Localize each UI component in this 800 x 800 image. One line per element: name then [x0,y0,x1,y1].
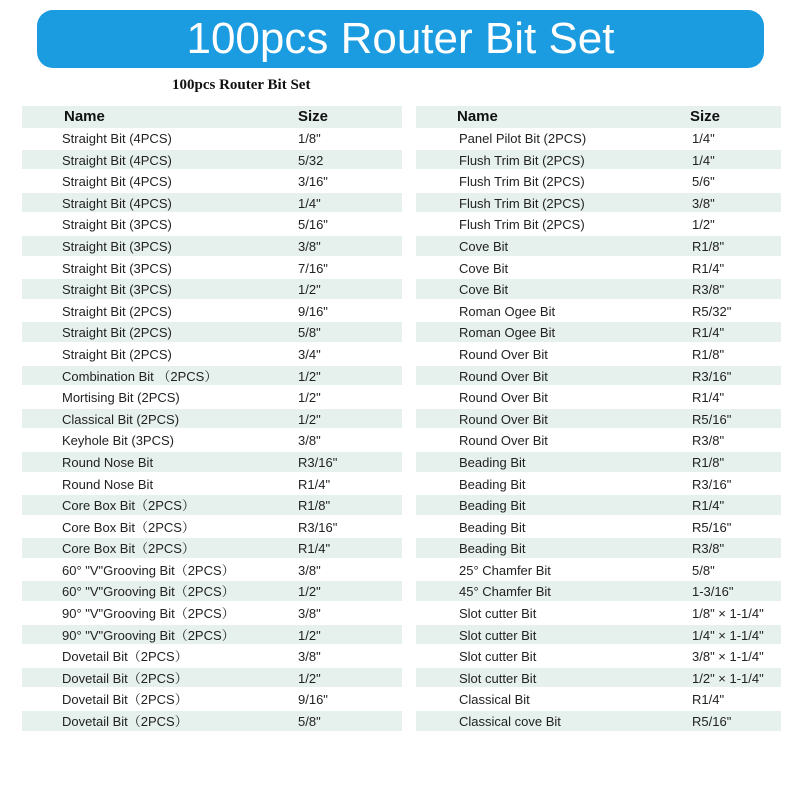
row-name: Straight Bit (2PCS) [62,303,172,319]
header-size: Size [690,108,721,125]
row-size: R3/16" [692,368,732,384]
table-row [22,387,402,409]
row-size: 9/16" [298,303,328,319]
row-name: Cove Bit [459,282,509,298]
row-name: Dovetail Bit（2PCS） [62,692,188,708]
right-table-header [416,106,781,128]
table-row [416,560,781,582]
table-row [22,495,402,517]
banner-title: 100pcs Router Bit Set [37,10,764,68]
table-row [416,387,781,409]
row-size: 1/2" [298,390,321,406]
table-row [22,689,402,711]
table-row [22,560,402,582]
table-row [22,128,402,150]
row-size: R1/4" [692,260,725,276]
row-name: Round Over Bit [459,411,548,427]
row-name: Mortising Bit (2PCS) [62,390,180,406]
table-row [22,646,402,668]
right-table [416,106,781,733]
row-size: 3/16" [298,174,328,190]
row-name: Straight Bit (3PCS) [62,217,172,233]
table-row [22,322,402,344]
row-size: 3/8" [298,649,321,665]
table-row [416,581,781,603]
row-size: 1/2" [298,411,321,427]
row-size: 9/16" [298,692,328,708]
row-size: 5/32 [298,152,324,168]
row-name: Beading Bit [459,498,526,514]
row-name: Straight Bit (3PCS) [62,238,172,254]
row-name: Roman Ogee Bit [459,325,556,341]
row-size: R5/16" [692,714,732,730]
row-name: 90° "V"Grooving Bit（2PCS） [62,627,235,643]
row-name: Straight Bit (3PCS) [62,260,172,276]
table-row [416,689,781,711]
left-table [22,106,402,733]
table-row [416,236,781,258]
table-row [416,711,781,733]
table-row [416,171,781,193]
row-size: R1/8" [692,238,725,254]
table-row [22,452,402,474]
row-name: 45° Chamfer Bit [459,584,551,600]
row-size: R5/16" [692,519,732,535]
table-row [22,711,402,733]
table-row [22,279,402,301]
row-name: Slot cutter Bit [459,627,537,643]
row-size: R1/4" [298,541,331,557]
row-size: R3/8" [692,282,725,298]
row-name: 25° Chamfer Bit [459,562,551,578]
row-name: Combination Bit （2PCS） [62,368,218,384]
row-size: R5/32" [692,303,732,319]
row-name: 60° "V"Grooving Bit（2PCS） [62,584,235,600]
row-name: Cove Bit [459,260,509,276]
row-name: Dovetail Bit（2PCS） [62,714,188,730]
row-name: Classical Bit (2PCS) [62,411,180,427]
row-size: 3/8" [298,562,321,578]
row-name: Beading Bit [459,519,526,535]
row-size: 1/2" [298,584,321,600]
row-size: 7/16" [298,260,328,276]
row-name: Core Box Bit（2PCS） [62,498,195,514]
table-row [22,171,402,193]
table-row [416,279,781,301]
row-size: 1/2" × 1-1/4" [692,670,764,686]
table-row [416,603,781,625]
table-row [22,236,402,258]
table-row [22,301,402,323]
row-size: R5/16" [692,411,732,427]
table-row [22,214,402,236]
row-size: 5/8" [692,562,715,578]
row-name: Dovetail Bit（2PCS） [62,670,188,686]
table-row [416,409,781,431]
table-row [416,538,781,560]
table-row [22,258,402,280]
row-size: 1/2" [298,368,321,384]
row-size: 5/8" [298,325,321,341]
table-row [416,495,781,517]
row-size: R3/16" [298,519,338,535]
row-size: 5/6" [692,174,715,190]
row-size: 5/8" [298,714,321,730]
row-name: Slot cutter Bit [459,606,537,622]
row-size: R1/4" [692,498,725,514]
row-size: 1-3/16" [692,584,734,600]
row-name: Roman Ogee Bit [459,303,556,319]
table-row [416,301,781,323]
table-row [416,625,781,647]
table-row [416,646,781,668]
row-size: 3/4" [298,346,321,362]
row-size: 1/8" [298,131,321,146]
row-name: Round Over Bit [459,346,548,362]
row-name: Flush Trim Bit (2PCS) [459,195,585,211]
row-name: Classical Bit [459,692,530,708]
row-name: Straight Bit (2PCS) [62,346,172,362]
header-name: Name [64,108,105,125]
table-row [416,258,781,280]
row-name: Core Box Bit（2PCS） [62,541,195,557]
row-name: Straight Bit (4PCS) [62,152,172,168]
table-row [22,668,402,690]
row-size: 3/8" [298,433,321,449]
row-size: 3/8" [692,195,715,211]
row-name: Panel Pilot Bit (2PCS) [459,131,587,146]
table-row [416,150,781,172]
row-size: R1/4" [692,325,725,341]
row-size: R3/16" [692,476,732,492]
row-size: 3/8" × 1-1/4" [692,649,764,665]
row-name: Beading Bit [459,541,526,557]
row-size: R1/4" [692,390,725,406]
table-row [416,430,781,452]
table-row [416,214,781,236]
table-row [22,474,402,496]
row-name: Straight Bit (2PCS) [62,325,172,341]
row-name: Straight Bit (3PCS) [62,282,172,298]
table-row [22,150,402,172]
row-name: Round Over Bit [459,390,548,406]
row-size: 1/4" [692,131,715,146]
table-row [22,366,402,388]
table-row [22,581,402,603]
table-row [22,344,402,366]
table-row [22,430,402,452]
table-row [416,322,781,344]
table-row [22,517,402,539]
row-name: Straight Bit (4PCS) [62,174,172,190]
row-size: R3/8" [692,541,725,557]
table-row [416,128,781,150]
table-row [416,668,781,690]
row-size: 1/2" [692,217,715,233]
row-size: 1/4" × 1-1/4" [692,627,764,643]
right-table-body [416,128,781,733]
row-size: R1/4" [692,692,725,708]
row-size: R1/4" [298,476,331,492]
row-name: Round Nose Bit [62,454,154,470]
table-row [416,193,781,215]
row-name: Flush Trim Bit (2PCS) [459,152,585,168]
row-size: 5/16" [298,217,328,233]
row-name: Dovetail Bit（2PCS） [62,649,188,665]
row-name: Beading Bit [459,454,526,470]
row-size: R1/8" [692,454,725,470]
row-name: Cove Bit [459,238,509,254]
row-size: 1/4" [298,195,321,211]
row-name: Round Nose Bit [62,476,154,492]
row-size: 3/8" [298,606,321,622]
row-size: 3/8" [298,238,321,254]
table-row [416,474,781,496]
table-row [416,344,781,366]
row-size: R3/16" [298,454,338,470]
left-table-header [22,106,402,128]
row-name: Core Box Bit（2PCS） [62,519,195,535]
table-row [22,625,402,647]
row-name: Round Over Bit [459,433,548,449]
row-name: Slot cutter Bit [459,649,537,665]
table-row [416,366,781,388]
row-name: Slot cutter Bit [459,670,537,686]
row-size: 1/2" [298,627,321,643]
row-name: Straight Bit (4PCS) [62,195,172,211]
row-size: R1/8" [692,346,725,362]
table-row [416,452,781,474]
left-table-body [22,128,402,733]
row-name: 60° "V"Grooving Bit（2PCS） [62,562,235,578]
table-row [22,193,402,215]
header-size: Size [298,108,329,125]
row-size: 1/4" [692,152,715,168]
row-name: Flush Trim Bit (2PCS) [459,217,585,233]
table-row [416,517,781,539]
row-size: 1/2" [298,282,321,298]
table-row [22,603,402,625]
header-name: Name [457,108,498,125]
row-name: Flush Trim Bit (2PCS) [459,174,585,190]
row-size: R3/8" [692,433,725,449]
row-name: Keyhole Bit (3PCS) [62,433,174,449]
row-name: Straight Bit (4PCS) [62,131,172,146]
table-subtitle: 100pcs Router Bit Set [172,77,311,93]
row-name: Classical cove Bit [459,714,561,730]
row-size: 1/8" × 1-1/4" [692,606,764,622]
row-name: 90° "V"Grooving Bit（2PCS） [62,606,235,622]
row-size: R1/8" [298,498,331,514]
table-row [22,409,402,431]
row-name: Beading Bit [459,476,526,492]
table-row [22,538,402,560]
row-size: 1/2" [298,670,321,686]
row-name: Round Over Bit [459,368,548,384]
